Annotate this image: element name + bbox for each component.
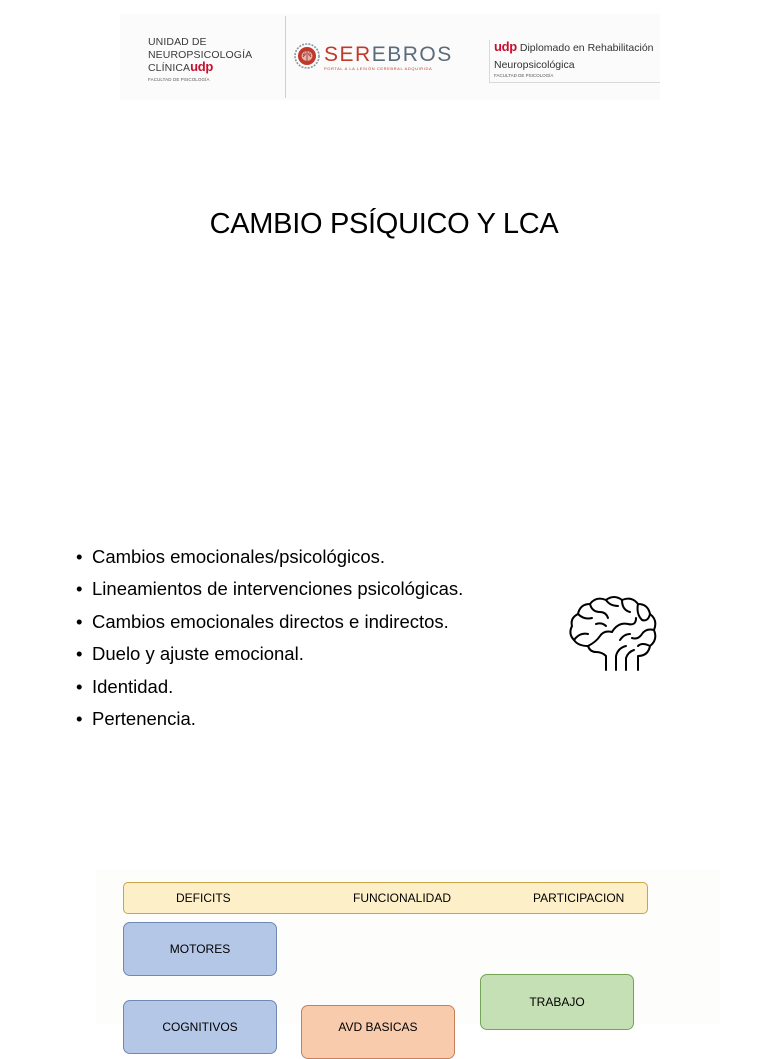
- unit-logo-line1: UNIDAD DE: [148, 36, 207, 48]
- serebros-wordmark: [324, 44, 453, 66]
- slide-title: CAMBIO PSÍQUICO Y LCA: [209, 208, 559, 240]
- bullet-item: • Identidad.: [76, 671, 463, 703]
- bullet-item: • Duelo y ajuste emocional.: [76, 638, 463, 670]
- diplomado-name: Diplomado en Rehabilitación: [519, 42, 654, 54]
- unit-logo-faculty: FACULTAD DE PSICOLOGÍA: [148, 76, 210, 82]
- logo-divider: [285, 16, 286, 98]
- brain-icon: [566, 594, 658, 672]
- column-label-participacion: PARTICIPACION: [533, 891, 625, 905]
- serebros-word-accent: SER: [324, 43, 372, 66]
- diplomado-logo-line1: [494, 40, 654, 55]
- column-label-deficits: DEFICITS: [176, 891, 231, 905]
- box-trabajo: TRABAJO: [480, 974, 634, 1030]
- box-cognitivos: COGNITIVOS: [123, 1000, 277, 1054]
- bullet-item: • Pertenencia.: [76, 703, 463, 735]
- serebros-logo: [294, 42, 454, 72]
- udp-brand-mark: udp: [190, 59, 214, 74]
- diplomado-logo: [489, 40, 660, 83]
- unit-logo-line3: [148, 61, 288, 75]
- serebros-tagline: PORTAL A LA LESIÓN CEREBRAL ADQUIRIDA: [324, 66, 433, 71]
- unit-logo-line2: NEUROPSICOLOGÍA: [148, 48, 253, 61]
- box-motores: MOTORES: [123, 922, 277, 976]
- diplomado-logo-line2: Neuropsicológica: [494, 59, 575, 71]
- unit-logo-clinica: CLÍNICA: [148, 62, 191, 74]
- serebros-word-rest: EBROS: [371, 43, 453, 66]
- bullet-item: • Lineamientos de intervenciones psicológicas.: [76, 573, 463, 605]
- diagram-header-bar: [123, 882, 648, 914]
- bullet-item: • Cambios emocionales directos e indirectos.: [76, 606, 463, 638]
- neuropsychology-unit-logo: [148, 36, 288, 84]
- bullet-list: [76, 541, 463, 735]
- box-avd-basicas: AVD BASICAS: [301, 1005, 455, 1059]
- serebros-brain-emblem-icon: [294, 43, 320, 69]
- bullet-item: • Cambios emocionales/psicológicos.: [76, 541, 463, 573]
- udp-brand-mark: udp: [494, 39, 517, 54]
- diplomado-logo-faculty: FACULTAD DE PSICOLOGÍA: [494, 73, 554, 78]
- column-label-funcionalidad: FUNCIONALIDAD: [353, 891, 452, 905]
